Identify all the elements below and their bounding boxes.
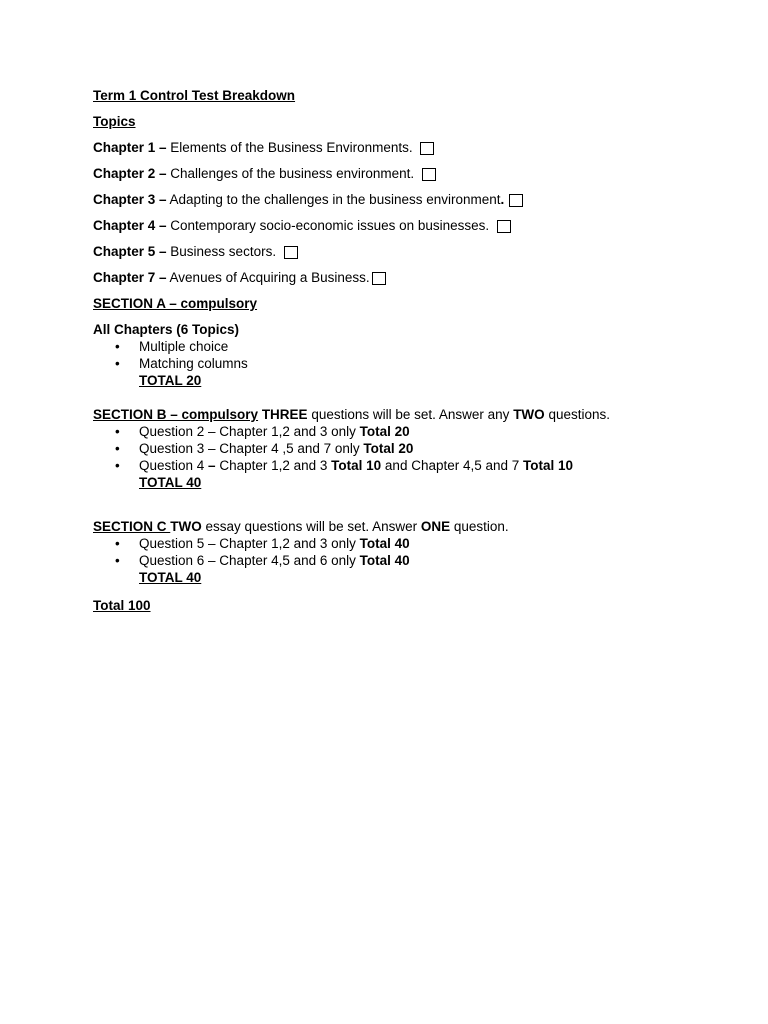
question-5-total: Total 40 [359,536,410,551]
bullet-icon: • [115,553,120,568]
chapter-3-text: Adapting to the challenges in the business environment [166,192,501,207]
section-c-heading [93,518,733,535]
question-3-text: Question 3 – Chapter 4 ,5 and 7 only [139,441,364,456]
bullet-icon: • [115,356,120,371]
chapter-1-checkbox[interactable] [420,142,434,155]
section-c-two: TWO [170,519,202,534]
question-4-dash: – [208,458,216,473]
section-a-heading-text: SECTION A – compulsory [93,296,258,311]
grand-total [93,597,733,614]
bullet-icon: • [115,458,120,473]
section-a-heading [93,295,733,312]
section-b-two: TWO [513,407,545,422]
question-4-text-2: and Chapter 4,5 and 7 [381,458,524,473]
chapter-3-checkbox[interactable] [509,194,523,207]
list-item [93,552,733,569]
section-a-bullet-text: Multiple choice [139,339,229,354]
chapter-4-row [93,217,733,234]
section-b-heading-text: SECTION B – compulsory [93,407,259,422]
list-item [93,457,733,474]
chapter-3-label: Chapter 3 – [93,192,167,207]
chapter-5-text: Business sectors. [166,244,280,259]
section-c-text1: essay questions will be set. Answer [201,519,421,534]
section-b-total-text: TOTAL 40 [139,475,202,490]
bullet-icon: • [115,339,120,354]
list-item [93,535,733,552]
list-item [93,338,733,355]
document-body [93,87,733,614]
question-4-total-1: Total 10 [331,458,382,473]
title-text: Term 1 Control Test Breakdown [93,88,296,103]
document-title [93,87,733,104]
question-4-text: Chapter 1,2 and 3 [215,458,332,473]
grand-total-text: Total 100 [93,598,151,613]
chapter-7-text: Avenues of Acquiring a Business. [166,270,370,285]
section-c-text2: question. [450,519,509,534]
question-5-text: Question 5 – Chapter 1,2 and 3 only [139,536,360,551]
section-a-total [93,372,733,389]
section-c-heading-text: SECTION C [93,519,171,534]
section-a-subheading-text: All Chapters (6 Topics) [93,322,240,337]
chapter-2-row [93,165,733,182]
question-4-total-2: Total 10 [523,458,574,473]
question-3-total: Total 20 [363,441,414,456]
section-a-total-text: TOTAL 20 [139,373,202,388]
chapter-4-checkbox[interactable] [497,220,511,233]
chapter-7-checkbox[interactable] [372,272,386,285]
section-c-bullet-list [93,535,733,569]
section-b-text2: questions. [544,407,610,422]
topics-heading [93,113,733,130]
chapter-7-label: Chapter 7 – [93,270,167,285]
bullet-icon: • [115,424,120,439]
chapter-2-text: Challenges of the business environment. [166,166,418,181]
chapter-1-label: Chapter 1 – [93,140,167,155]
chapter-7-row [93,269,733,286]
chapter-3-row [93,191,733,208]
section-c-total-text: TOTAL 40 [139,570,202,585]
question-2-total: Total 20 [359,424,410,439]
section-b-heading [93,406,733,423]
question-6-total: Total 40 [359,553,410,568]
chapter-4-text: Contemporary socio-economic issues on businesses. [166,218,493,233]
question-4-label: Question 4 [139,458,209,473]
section-a-bullet-list [93,338,733,372]
chapter-3-period: . [500,192,509,207]
question-2-text: Question 2 – Chapter 1,2 and 3 only [139,424,360,439]
section-c-one: ONE [420,519,451,534]
section-b-three: THREE [261,407,308,422]
list-item [93,355,733,372]
chapter-5-label: Chapter 5 – [93,244,167,259]
chapter-2-checkbox[interactable] [422,168,436,181]
bullet-icon: • [115,441,120,456]
chapter-4-label: Chapter 4 – [93,218,167,233]
list-item [93,440,733,457]
topics-heading-text: Topics [93,114,136,129]
chapter-1-text: Elements of the Business Environments. [166,140,417,155]
question-6-text: Question 6 – Chapter 4,5 and 6 only [139,553,360,568]
section-b-total [93,474,733,491]
section-a-bullet-text: Matching columns [139,356,248,371]
section-a-subheading [93,321,733,338]
chapter-2-label: Chapter 2 – [93,166,167,181]
section-b-bullet-list [93,423,733,474]
section-b-text1: questions will be set. Answer any [307,407,514,422]
chapter-5-row [93,243,733,260]
list-item [93,423,733,440]
section-c-total [93,569,733,586]
chapter-5-checkbox[interactable] [284,246,298,259]
bullet-icon: • [115,536,120,551]
chapter-1-row [93,139,733,156]
